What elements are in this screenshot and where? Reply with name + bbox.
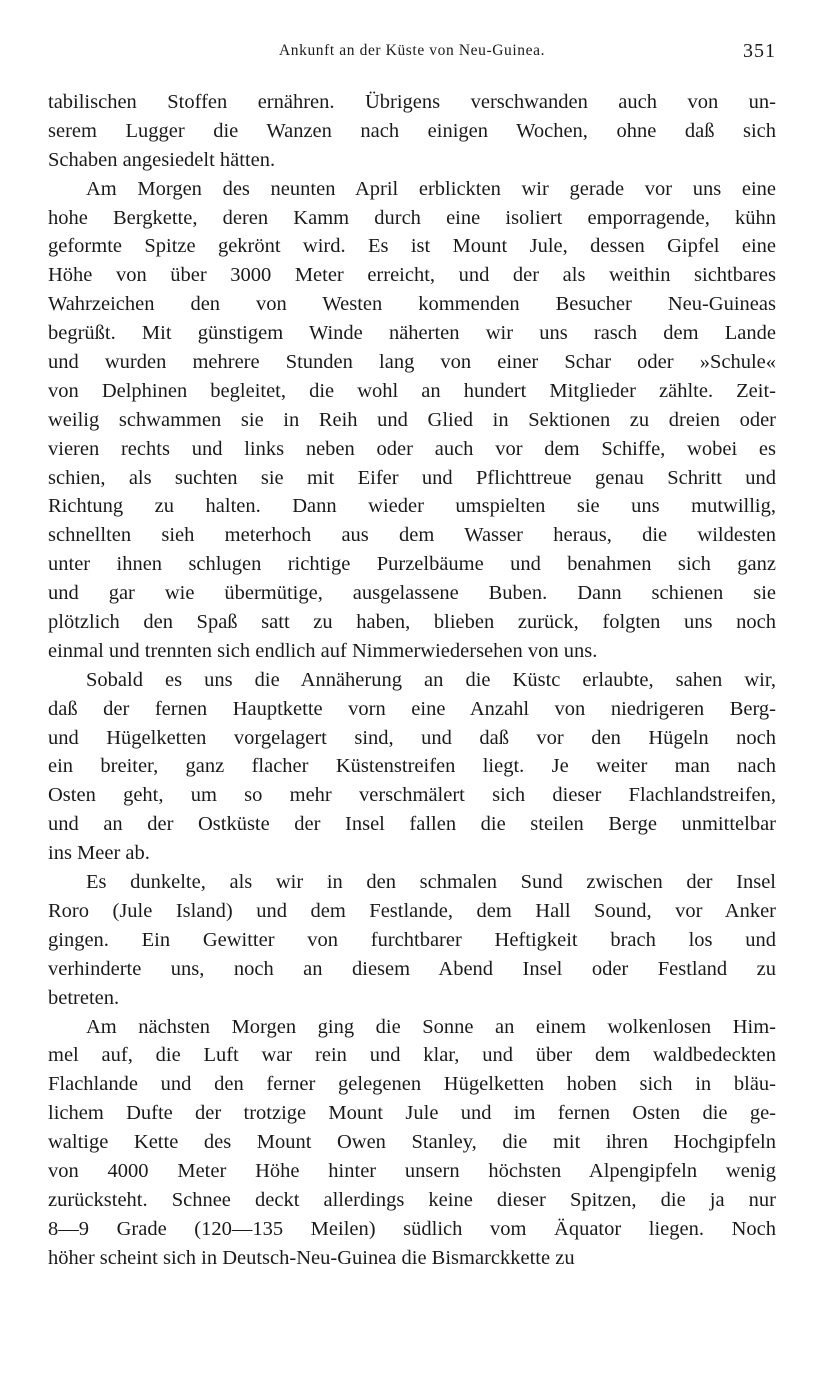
text-line: waltige Kette des Mount Owen Stanley, die mit ihren Hochgipfeln — [48, 1131, 776, 1154]
text-line: und an der Ostküste der Insel fallen die steilen Berge unmittelbar — [48, 813, 776, 836]
text-line: 8—9 Grade (120—135 Meilen) südlich vom Äquator liegen. Noch — [48, 1217, 776, 1240]
paragraph — [48, 88, 776, 175]
text-line: Am Morgen des neunten April erblickten wir gerade vor uns eine — [86, 177, 776, 200]
paragraph — [48, 666, 776, 868]
text-line: Osten geht, um so mehr verschmälert sich dieser Flachlandstreifen, — [48, 784, 776, 807]
text-line: betreten. — [48, 986, 120, 1009]
text-line: von 4000 Meter Höhe hinter unsern höchsten Alpengipfeln wenig — [48, 1159, 776, 1182]
text-line: gingen. Ein Gewitter von furchtbarer Heftigkeit brach los und — [48, 928, 776, 951]
running-title: Ankunft an der Küste von Neu-Guinea. — [278, 42, 546, 59]
text-line: plötzlich den Spaß satt zu haben, blieben zurück, folgten uns noch — [48, 611, 776, 634]
text-line: serem Lugger die Wanzen nach einigen Wochen, ohne daß sich — [48, 119, 776, 142]
text-line: hohe Bergkette, deren Kamm durch eine isoliert emporragende, kühn — [48, 206, 776, 229]
text-line: mel auf, die Luft war rein und klar, und über dem waldbedeckten — [48, 1044, 776, 1067]
text-line: Flachlande und den ferner gelegenen Hügelketten hoben sich in bläu- — [48, 1073, 776, 1096]
text-line: höher scheint sich in Deutsch-Neu-Guinea die Bismarckkette zu — [48, 1246, 575, 1269]
text-line: Es dunkelte, als wir in den schmalen Sund zwischen der Insel — [86, 871, 776, 894]
text-line: zurücksteht. Schnee deckt allerdings keine dieser Spitzen, die ja nur — [48, 1188, 776, 1211]
text-line: ins Meer ab. — [48, 842, 150, 865]
text-line: Wahrzeichen den von Westen kommenden Besucher Neu-Guineas — [48, 293, 776, 316]
text-line: Roro (Jule Island) und dem Festlande, dem Hall Sound, vor Anker — [48, 899, 776, 922]
text-line: Sobald es uns die Annäherung an die Küstc erlaubte, sahen wir, — [86, 668, 776, 691]
text-line: vieren rechts und links neben oder auch vor dem Schiffe, wobei es — [48, 437, 776, 460]
text-line: daß der fernen Hauptkette vorn eine Anzahl von niedrigeren Berg- — [48, 697, 776, 720]
text-line: verhinderte uns, noch an diesem Abend Insel oder Festland zu — [48, 957, 776, 980]
text-line: tabilischen Stoffen ernähren. Übrigens verschwanden auch von un- — [48, 91, 776, 113]
text-line: von Delphinen begleitet, die wohl an hundert Mitglieder zählte. Zeit- — [48, 379, 776, 402]
text-line: Schaben angesiedelt hätten. — [48, 148, 276, 171]
text-line: Höhe von über 3000 Meter erreicht, und der als weithin sichtbares — [48, 264, 776, 287]
text-line: Richtung zu halten. Dann wieder umspielten sie uns mutwillig, — [48, 495, 776, 518]
text-line: unter ihnen schlugen richtige Purzelbäume und benahmen sich ganz — [48, 553, 776, 576]
text-line: begrüßt. Mit günstigem Winde näherten wir uns rasch dem Lande — [48, 322, 776, 345]
text-line: ein breiter, ganz flacher Küstenstreifen liegt. Je weiter man nach — [48, 755, 776, 778]
text-line: schnellten sieh meterhoch aus dem Wasser heraus, die wildesten — [48, 524, 776, 547]
paragraph — [48, 1013, 776, 1273]
paragraph — [48, 175, 776, 666]
text-line: Am nächsten Morgen ging die Sonne an einem wolkenlosen Him- — [86, 1015, 776, 1038]
text-line: und gar wie übermütige, ausgelassene Buben. Dann schienen sie — [48, 582, 776, 605]
text-line: einmal und trennten sich endlich auf Nimmerwiedersehen von uns. — [48, 639, 598, 662]
text-line: und Hügelketten vorgelagert sind, und daß vor den Hügeln noch — [48, 726, 776, 749]
text-line: weilig schwammen sie in Reih und Glied in Sektionen zu dreien oder — [48, 408, 776, 431]
paragraph — [48, 868, 776, 1012]
text-line: lichem Dufte der trotzige Mount Jule und im fernen Osten die ge- — [48, 1102, 776, 1125]
text-line: geformte Spitze gekrönt wird. Es ist Mount Jule, dessen Gipfel eine — [48, 235, 776, 258]
body-text — [48, 88, 776, 1273]
text-line: schien, als suchten sie mit Eifer und Pflichttreue genau Schritt und — [48, 466, 776, 489]
text-line: und wurden mehrere Stunden lang von einer Schar oder »Schule« — [48, 351, 776, 374]
running-header — [48, 38, 776, 72]
page-number: 351 — [743, 40, 776, 62]
